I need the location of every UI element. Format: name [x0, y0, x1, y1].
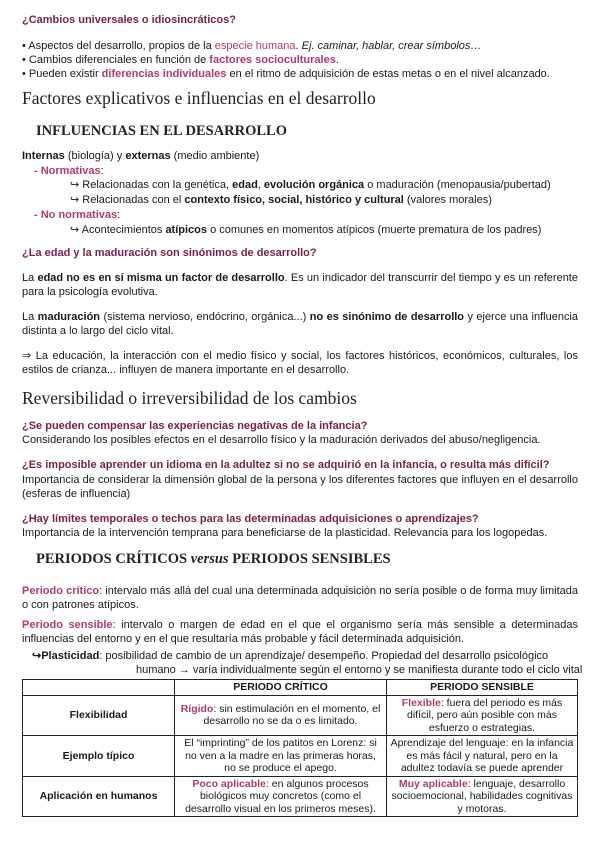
cell-critico-ejemplo: El “imprinting” de los patitos en Lorenz: si no ven a la madre en las primeras horas, no se produce el apego.	[175, 736, 387, 777]
row-label-aplicacion: Aplicación en humanos	[23, 776, 175, 817]
table-row	[23, 695, 578, 736]
paragraph-educacion: ⇒ La educación, la interacción con el medio físico y social, los factores históricos, económicos, culturales, los estilos de crianza... influyen de manera importante en el desarrollo.	[22, 350, 578, 376]
paragraph-maduracion: La maduración (sistema nervioso, endócrino, orgánica...) no es sinónimo de desarrollo y ejerce una influencia distinta a lo largo del ciclo vital.	[22, 311, 579, 337]
heading-influencias: INFLUENCIAS EN EL DESARROLLO	[36, 123, 287, 139]
answer-limites: Importancia de la intervención temprana para beneficiarse de la plasticidad. Relevancia para los logopedas.	[22, 527, 548, 539]
heading-factores: Factores explicativos e influencias en el desarrollo	[22, 88, 376, 108]
question-idioma: ¿Es imposible aprender un idioma en la adultez si no se adquirió en la infancia, o resulta más difícil?	[22, 459, 550, 471]
plasticidad-line: ↪Plasticidad: posibilidad de cambio de un aprendizaje/ desempeño. Propiedad del desarrollo psicológico	[32, 650, 549, 662]
no-normativas-item: ↪ Acontecimientos atípicos o comunes en momentos atípicos (muerte prematura de los padres)	[70, 224, 542, 236]
question-edad-maduracion: ¿La edad y la maduración son sinónimos de desarrollo?	[22, 247, 317, 259]
table-header-sensible: PERIODO SENSIBLE	[387, 680, 578, 696]
answer-compensar: Considerando los posibles efectos en el desarrollo físico y la maduración derivados del abuso/negligencia.	[22, 434, 541, 446]
plasticidad-line-2: humano → varía individualmente según el entorno y se manifiesta durante todo el ciclo vital	[136, 664, 583, 676]
heading-reversibilidad: Reversibilidad o irreversibilidad de los cambios	[22, 388, 357, 408]
paragraph-edad: La edad no es en sí misma un factor de desarrollo. Es un indicador del transcurrir del tiempo y es un referente para la psicología evolutiva.	[22, 272, 578, 298]
cell-critico-aplicacion: Poco aplicable: en algunos procesos biológicos muy concretos (como el desarrollo visual en los primeros meses).	[175, 776, 387, 817]
cell-sensible-aplicacion: Muy aplicable: lenguaje, desarrollo socioemocional, habilidades cognitivas y motoras.	[387, 776, 578, 817]
table-row	[23, 776, 578, 817]
table-header-critico: PERIODO CRÍTICO	[175, 680, 387, 696]
table-header-row	[23, 680, 578, 696]
bullet-individuales: • Pueden existir diferencias individuales en el ritmo de adquisición de estas metas o en el nivel alcanzado.	[22, 68, 550, 80]
paragraph-periodo-sensible: Periodo sensible: intervalo o margen de edad en el que el organismo sería más sensible a determinadas influencias del entorno y en el que resultaría más probable y fácil determinada adquisición.	[22, 619, 579, 645]
question-limites: ¿Hay límites temporales o techos para las determinadas adquisiciones o aprendizajes?	[22, 513, 479, 525]
heading-periodos: PERIODOS CRÍTICOS versus PERIODOS SENSIBLES	[36, 551, 391, 567]
paragraph-periodo-critico: Periodo crítico: intervalo más allá del cual una determinada adquisición no sería posible o de forma muy limitada o con patrones atípicos.	[22, 585, 578, 611]
answer-idioma: Importancia de considerar la dimensión global de la persona y los diferentes factores que influyen en el desarrollo (esferas de influencia)	[22, 474, 578, 500]
normativas-item-genetica: ↪ Relacionadas con la genética, edad, evolución orgánica o maduración (menopausia/pubertad)	[70, 179, 551, 191]
normativas-label: - Normativas:	[34, 165, 104, 177]
row-label-ejemplo: Ejemplo típico	[23, 736, 175, 777]
cell-sensible-ejemplo: Aprendizaje del lenguaje: en la infancia es más fácil y natural, pero en la adultez todavía se puede aprender	[387, 736, 578, 777]
normativas-item-contexto: ↪ Relacionadas con el contexto físico, social, histórico y cultural (valores morales)	[70, 194, 492, 206]
cell-critico-flexibilidad: Rígido: sin estimulación en el momento, el desarrollo no se da o es limitado.	[175, 695, 387, 736]
bullet-socioculturales: • Cambios diferenciales en función de factores socioculturales.	[22, 54, 339, 66]
table-row	[23, 736, 578, 777]
periods-comparison-table	[22, 679, 578, 817]
cell-sensible-flexibilidad: Flexible: fuera del periodo es más difícil, pero aún posible con más esfuerzo o estrategias.	[387, 695, 578, 736]
no-normativas-label: - No normativas:	[34, 209, 121, 221]
question-compensar: ¿Se pueden compensar las experiencias negativas de la infancia?	[22, 420, 368, 432]
row-label-flexibilidad: Flexibilidad	[23, 695, 175, 736]
bullet-especie: • Aspectos del desarrollo, propios de la especie humana. Ej. caminar, hablar, crear símbolos…	[22, 40, 482, 52]
question-universal: ¿Cambios universales o idiosincráticos?	[22, 14, 236, 26]
internas-externas-line: Internas (biología) y externas (medio ambiente)	[22, 150, 260, 162]
table-header-empty	[23, 680, 175, 696]
